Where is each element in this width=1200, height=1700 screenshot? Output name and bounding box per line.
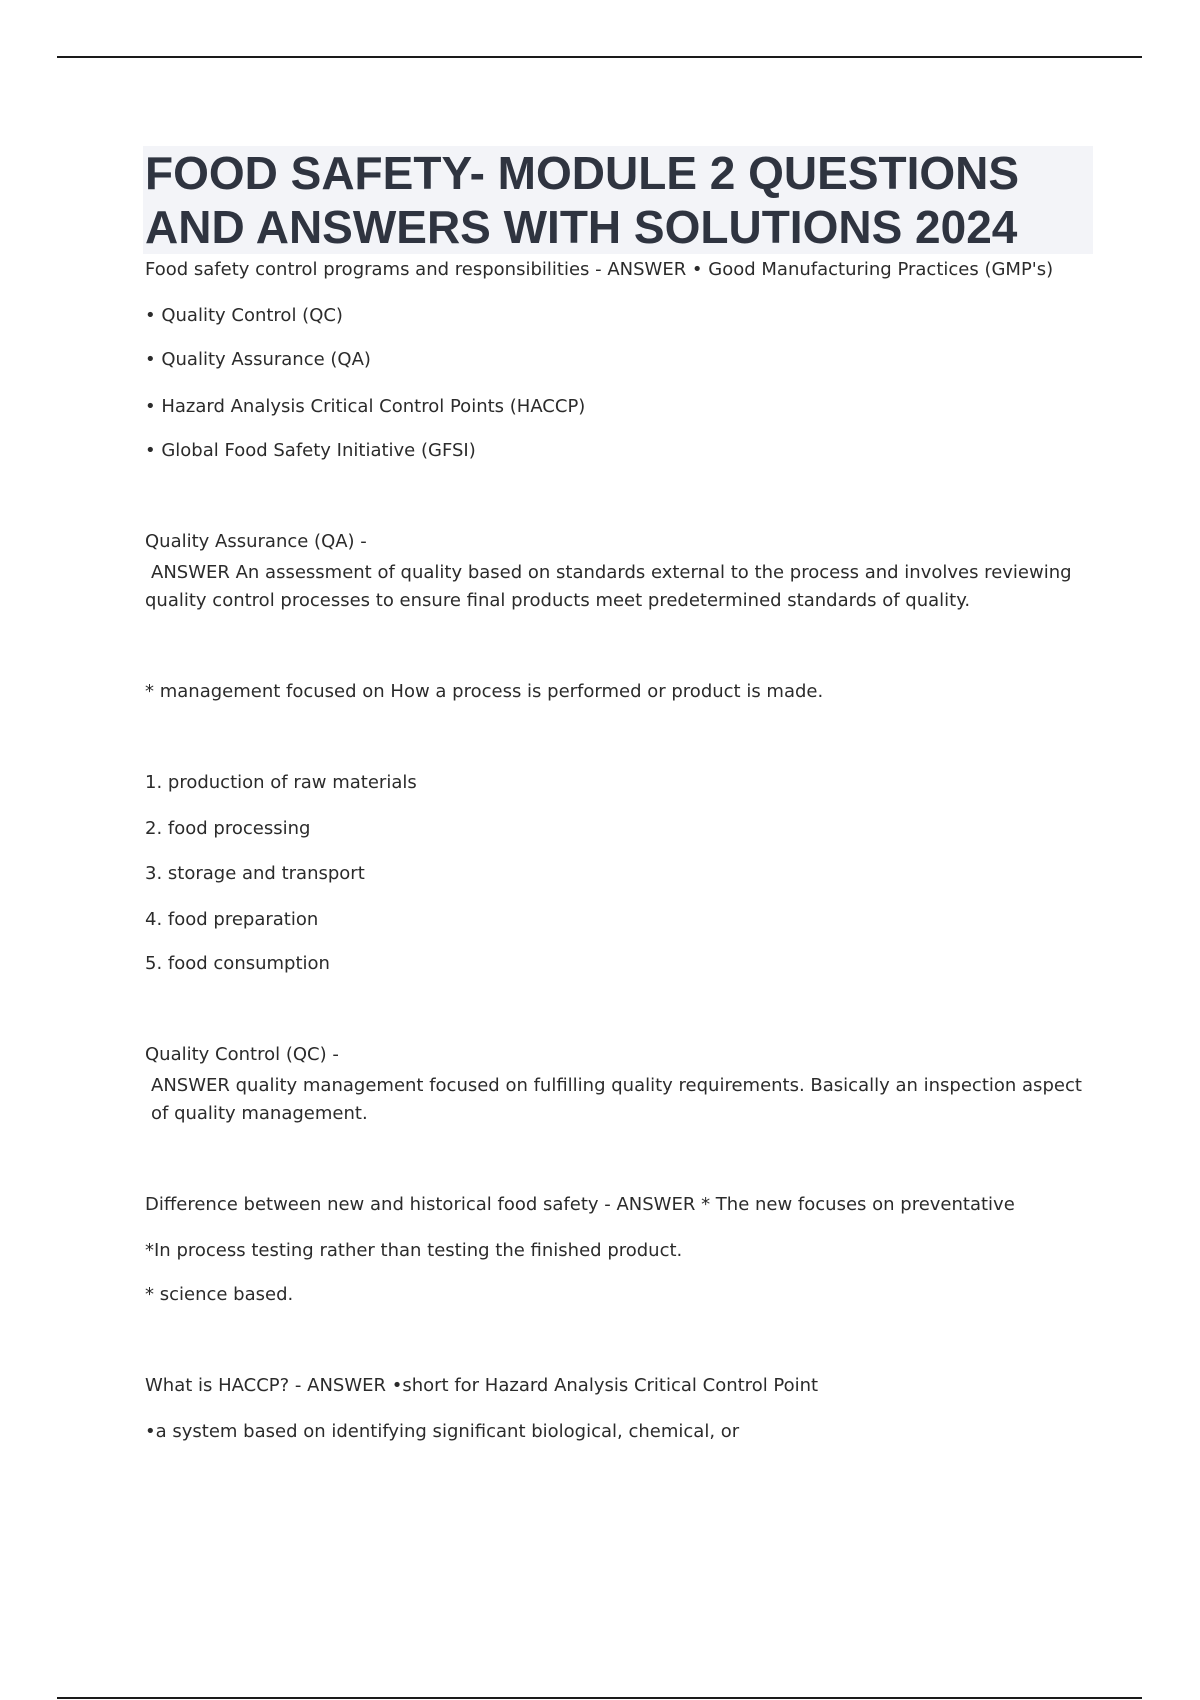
list-item: • Hazard Analysis Critical Control Points (HACCP) — [145, 396, 586, 417]
list-item: 3. storage and transport — [145, 863, 365, 884]
difference-point: *In process testing rather than testing the finished product. — [145, 1240, 683, 1261]
qa-question: Quality Assurance (QA) - — [145, 531, 367, 552]
page-title — [145, 146, 1105, 254]
difference-point: * science based. — [145, 1284, 294, 1305]
qa-answer-line: quality control processes to ensure final products meet predetermined standards of quality. — [145, 590, 971, 611]
list-item: 4. food preparation — [145, 909, 319, 930]
list-item: 1. production of raw materials — [145, 772, 417, 793]
top-rule — [57, 56, 1142, 58]
qc-answer-line: ANSWER quality management focused on fulfilling quality requirements. Basically an inspection aspect — [151, 1075, 1082, 1096]
list-item: • Quality Control (QC) — [145, 305, 343, 326]
difference-question: Difference between new and historical food safety - ANSWER * The new focuses on preventative — [145, 1194, 1015, 1215]
haccp-question: What is HACCP? - ANSWER •short for Hazard Analysis Critical Control Point — [145, 1375, 819, 1396]
qa-note: * management focused on How a process is performed or product is made. — [145, 681, 824, 702]
bottom-rule — [57, 1697, 1142, 1699]
qa-answer-line: ANSWER An assessment of quality based on standards external to the process and involves reviewing — [151, 562, 1072, 583]
title-line-2: AND ANSWERS WITH SOLUTIONS 2024 — [145, 201, 1018, 253]
list-item: 5. food consumption — [145, 953, 330, 974]
title-line-1: FOOD SAFETY- MODULE 2 QUESTIONS — [145, 147, 1020, 199]
list-item: • Quality Assurance (QA) — [145, 349, 371, 370]
list-item: 2. food processing — [145, 818, 311, 839]
list-item: • Global Food Safety Initiative (GFSI) — [145, 440, 476, 461]
qc-answer-line: of quality management. — [151, 1103, 368, 1124]
haccp-point: •a system based on identifying significant biological, chemical, or — [145, 1421, 740, 1442]
intro-question: Food safety control programs and responsibilities - ANSWER • Good Manufacturing Practices (GMP's) — [145, 259, 1054, 280]
qc-question: Quality Control (QC) - — [145, 1044, 339, 1065]
